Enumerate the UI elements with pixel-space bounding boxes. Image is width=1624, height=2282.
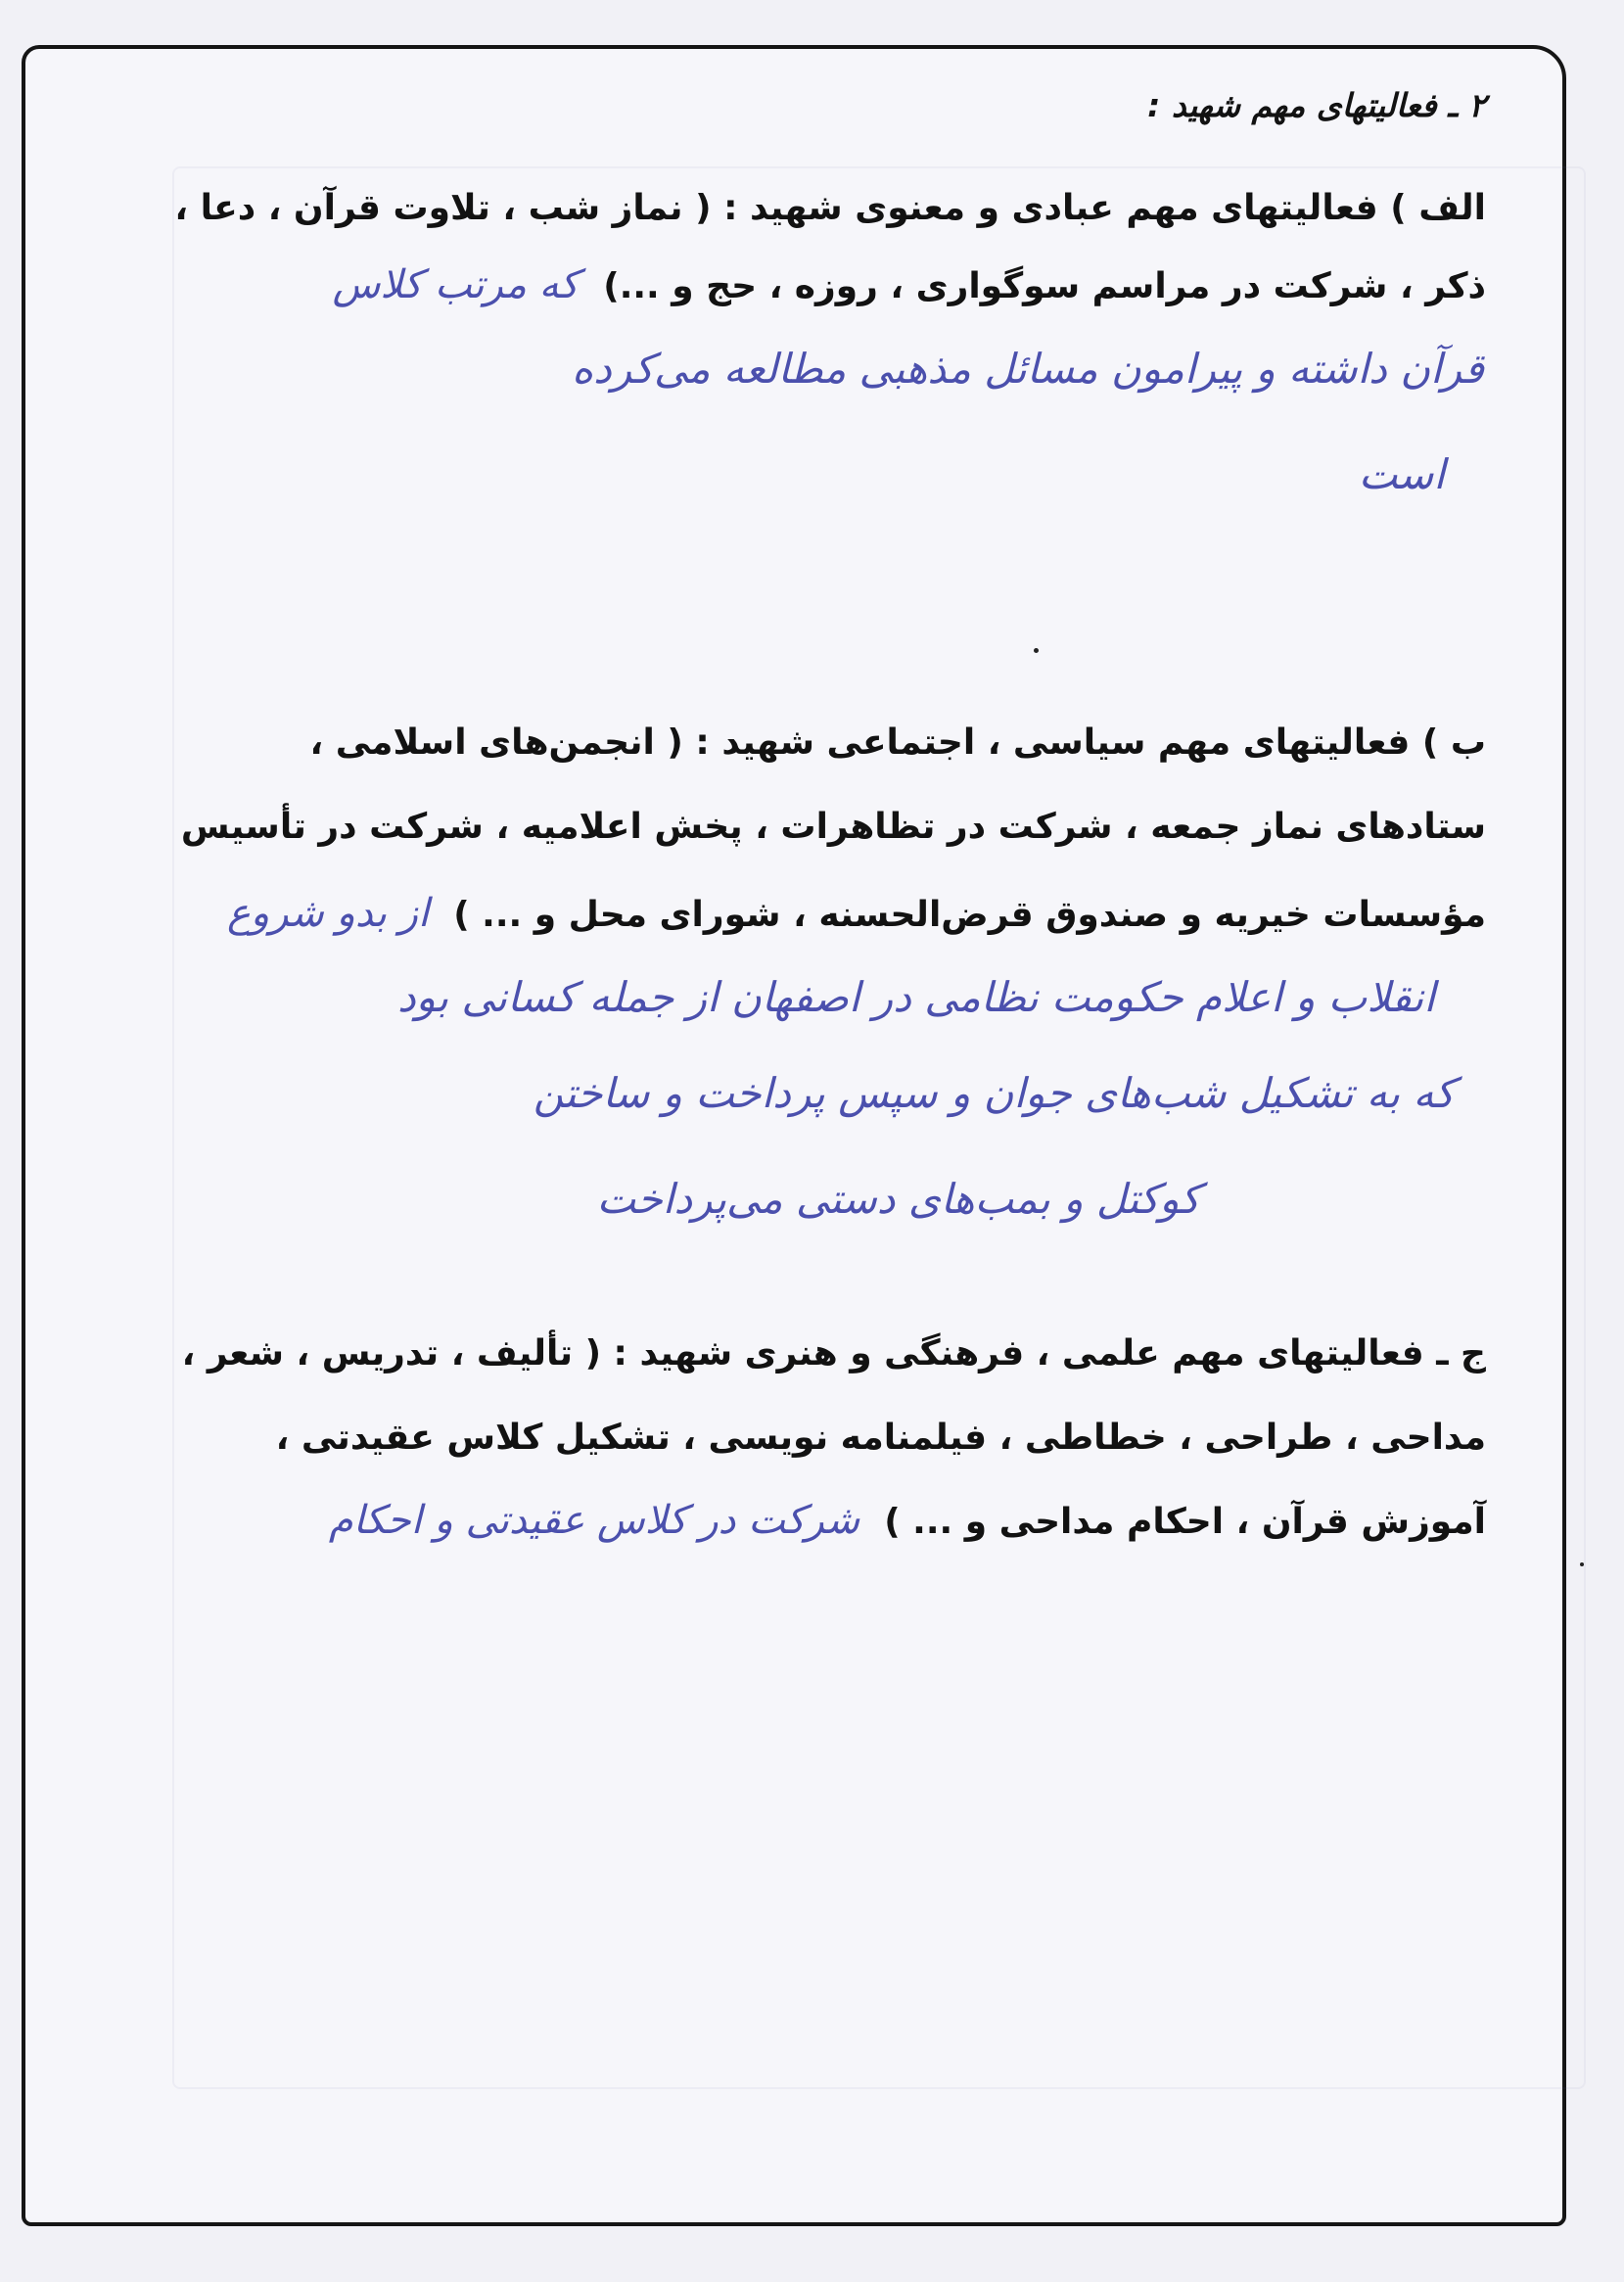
section-b-handwritten-line-2: که به تشکیل شب‌های جوان و سپس پرداخت و ساختن: [533, 1069, 1455, 1117]
section-b-handwritten-inline: از بدو شروع: [227, 891, 430, 936]
section-b-line-3-printed: مؤسسات خیریه و صندوق قرض‌الحسنه ، شورای محل و ... ): [453, 895, 1486, 935]
section-c-handwritten-inline: شرکت در کلاس عقیدتی و احکام: [328, 1498, 860, 1543]
section-a-handwritten-inline: که مرتب کلاس: [332, 262, 580, 307]
section-b-line-1: ب ) فعالیتهای مهم سیاسی ، اجتماعی شهید : ( انجمن‌های اسلامی ،: [309, 722, 1486, 763]
section-heading: ۲ ـ فعالیتهای مهم شهید :: [1147, 86, 1486, 124]
section-b-handwritten-line-1: انقلاب و اعلام حکومت نظامی در اصفهان از جمله کسانی بود: [396, 973, 1435, 1021]
section-b-handwritten-line-3: کوکتل و بمب‌های دستی می‌پرداخت: [596, 1175, 1200, 1223]
section-a-line-1: الف ) فعالیتهای مهم عبادی و معنوی شهید : ( نماز شب ، تلاوت قرآن ، دعا ،: [174, 188, 1486, 228]
ink-dot-margin: [1580, 1562, 1584, 1566]
ink-dot: [1034, 648, 1039, 653]
section-b-line-3: [227, 891, 1486, 936]
section-c-line-3-printed: آموزش قرآن ، احکام مداحی و ... ): [884, 1502, 1486, 1542]
form-sheet: [22, 45, 1566, 2226]
section-a-line-2: [333, 262, 1486, 307]
section-a-line-2-printed: ذکر ، شرکت در مراسم سوگواری ، روزه ، حج و ...): [603, 266, 1486, 306]
section-c-line-3: [329, 1498, 1486, 1543]
section-c-line-2: مداحی ، طراحی ، خطاطی ، فیلمنامه نویسی ، تشکیل کلاس عقیدتی ،: [275, 1418, 1486, 1458]
section-a-handwritten-line-1: قرآن داشته و پیرامون مسائل مذهبی مطالعه می‌کرده: [572, 345, 1484, 393]
section-b-line-2: ستادهای نماز جمعه ، شرکت در تظاهرات ، پخش اعلامیه ، شرکت در تأسیس: [180, 807, 1486, 847]
section-a-handwritten-line-2: است: [1358, 450, 1445, 498]
section-c-line-1: ج ـ فعالیتهای مهم علمی ، فرهنگی و هنری شهید : ( تألیف ، تدریس ، شعر ،: [181, 1333, 1486, 1374]
